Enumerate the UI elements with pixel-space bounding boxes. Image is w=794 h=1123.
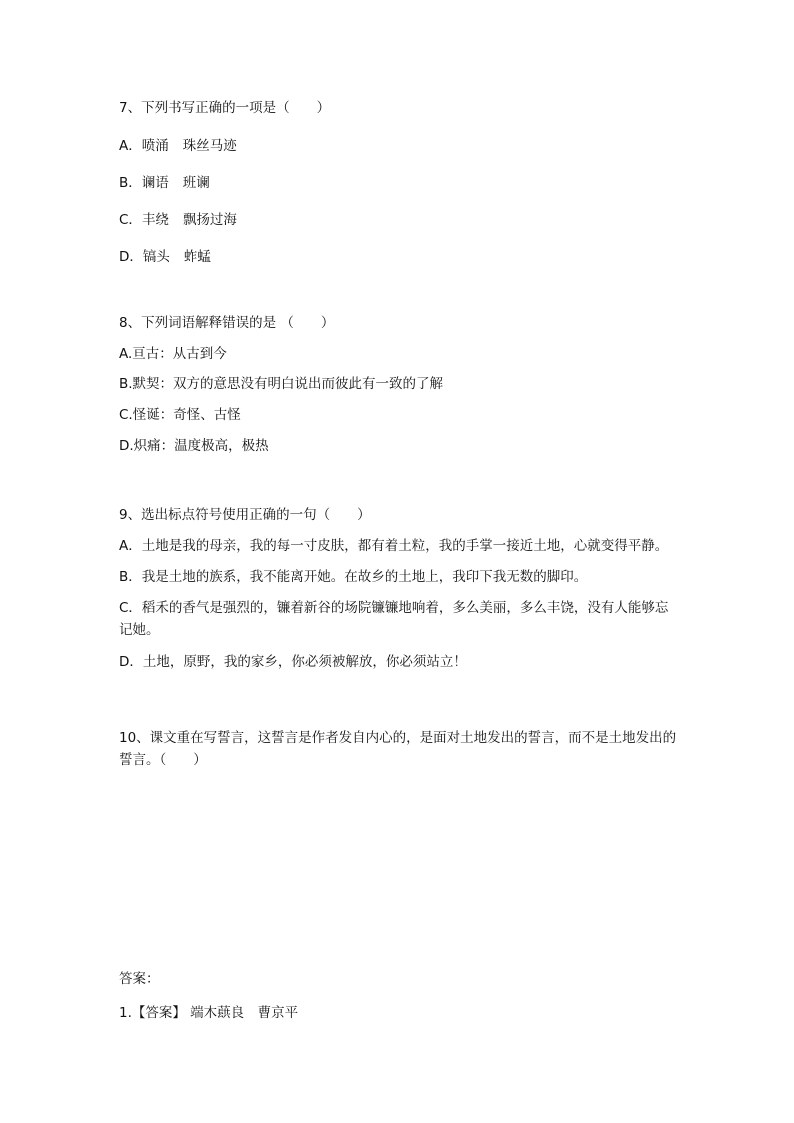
option-word: 谰语 [141,175,169,191]
option-letter: C． [119,212,142,228]
option-word: 丰绕 [141,212,169,228]
question-9-option-d: D．土地，原野，我的家乡，你必须被解放，你必须站立！ [119,654,467,670]
question-9-option-c: C．稻禾的香气是强烈的，镰着新谷的场院镰镰地响着，多么美丽，多么丰饶，没有人能够忘记她。 [119,600,669,638]
option-word: 班谰 [182,175,210,191]
question-8-option-a: A.亘古：从古到今 [119,346,227,362]
option-word: 飘扬过海 [182,212,237,228]
option-word: 珠丝马迹 [182,138,237,154]
question-9-option-a: A．土地是我的母亲，我的每一寸皮肤，都有着土粒，我的手掌一接近土地，心就变得平静。 [119,538,669,554]
question-10-stem: 10、课文重在写誓言，这誓言是作者发自内心的，是面对土地发出的誓言，而不是土地发出的誓言。（ ） [119,730,677,768]
question-7-option-a [119,136,237,156]
option-letter: B． [119,175,142,191]
question-7-option-b [119,173,210,193]
question-7-option-c [119,210,237,230]
question-9-option-b: B．我是土地的族系，我不能离开她。在故乡的土地上，我印下我无数的脚印。 [119,569,588,585]
option-letter: A． [119,138,142,154]
question-7-option-d [119,247,211,267]
question-8-stem: 8、下列词语解释错误的是 （ ） [119,315,335,331]
question-7-stem: 7、下列书写正确的一项是（ ） [119,100,331,116]
question-8-option-d: D.炽痛：温度极高，极热 [119,438,269,454]
answer-item-1: 1.【答案】 端木蕻良 曹京平 [119,1005,299,1021]
option-word: 喷涌 [141,138,169,154]
question-9-stem: 9、选出标点符号使用正确的一句（ ） [119,507,371,523]
question-8-option-b: B.默契：双方的意思没有明白说出而彼此有一致的了解 [119,376,444,392]
answers-heading: 答案： [119,971,160,987]
option-word: 蚱蜢 [183,249,211,265]
option-word: 镐头 [142,249,170,265]
option-letter: D． [119,249,143,265]
question-8-option-c: C.怪诞：奇怪、古怪 [119,407,241,423]
